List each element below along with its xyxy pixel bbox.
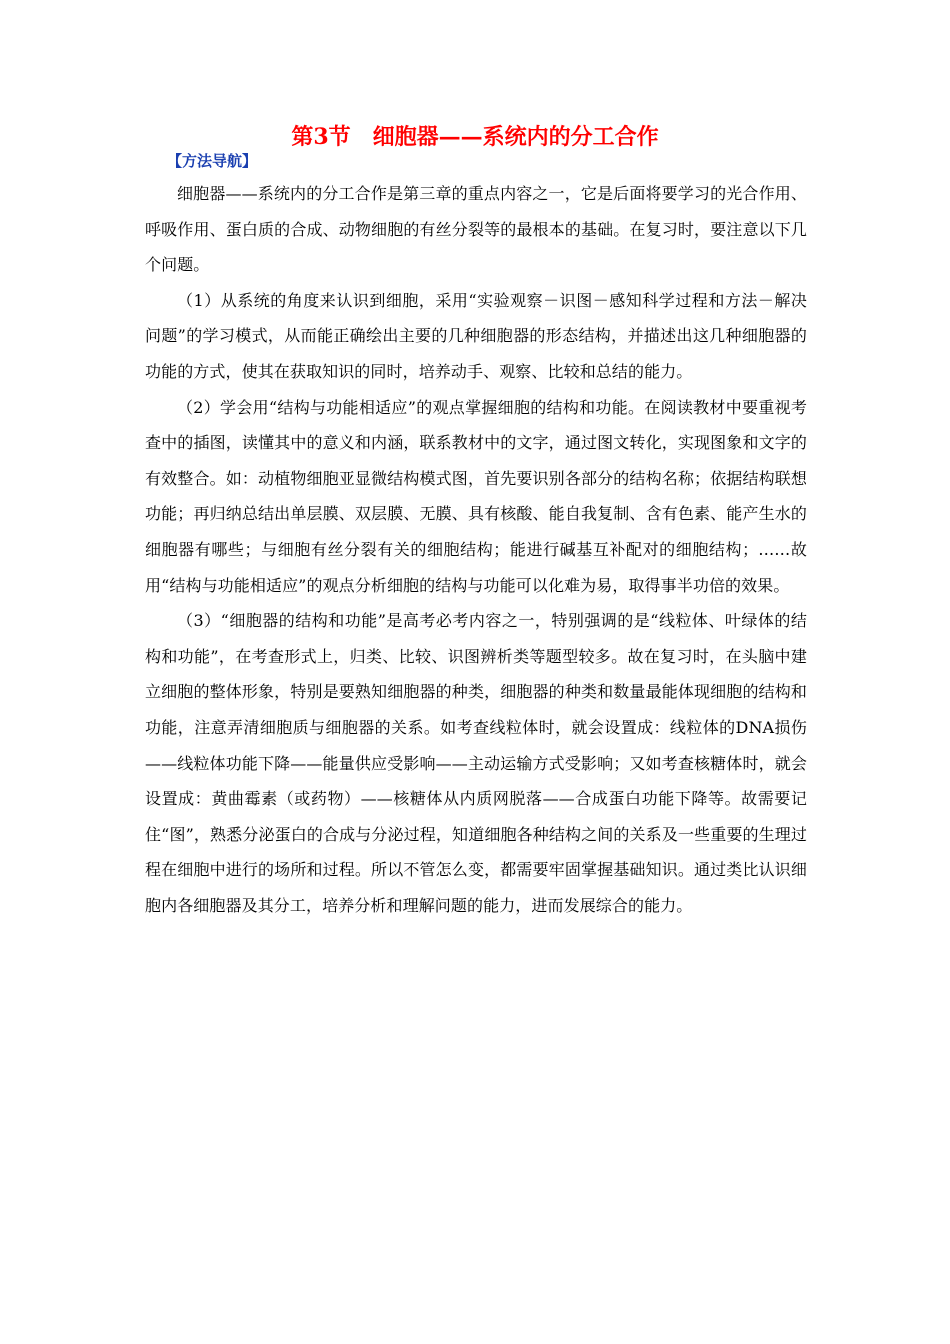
paragraph-point-1: （1）从系统的角度来认识到细胞，采用“实验观察－识图－感知科学过程和方法－解决问题”的学习模式，从而能正确绘出主要的几种细胞器的形态结构，并描述出这几种细胞器的功能的方式，使其在获取知识的同时，培养动手、观察、比较和总结的能力。	[145, 290, 807, 381]
body-text	[145, 176, 807, 923]
page-title: 第3节 细胞器——系统内的分工合作	[291, 124, 659, 150]
section-label-method-guide: 【方法导航】	[167, 152, 258, 170]
paragraph-point-2: （2）学会用“结构与功能相适应”的观点掌握细胞的结构和功能。在阅读教材中要重视考查中的插图，读懂其中的意义和内涵，联系教材中的文字，通过图文转化，实现图象和文字的有效整合。如：动植物细胞亚显微结构模式图，首先要识别各部分的结构名称；依据结构联想功能；再归纳总结出单层膜、双层膜、无膜、具有核酸、能自我复制、含有色素、能产生水的细胞器有哪些；与细胞有丝分裂有关的细胞结构；能进行碱基互补配对的细胞结构；……故用“结构与功能相适应”的观点分析细胞的结构与功能可以化难为易，取得事半功倍的效果。	[145, 397, 807, 595]
paragraph-intro: 细胞器——系统内的分工合作是第三章的重点内容之一，它是后面将要学习的光合作用、呼吸作用、蛋白质的合成、动物细胞的有丝分裂等的最根本的基础。在复习时，要注意以下几个问题。	[145, 184, 807, 275]
paragraph-point-3: （3）“细胞器的结构和功能”是高考必考内容之一，特别强调的是“线粒体、叶绿体的结构和功能”，在考查形式上，归类、比较、识图辨析类等题型较多。故在复习时，在头脑中建立细胞的整体形象，特别是要熟知细胞器的种类，细胞器的种类和数量最能体现细胞的结构和功能，注意弄清细胞质与细胞器的关系。如考查线粒体时，就会设置成：线粒体的DNA损伤——线粒体功能下降——能量供应受影响——主动运输方式受影响；又如考查核糖体时，就会设置成：黄曲霉素（或药物）——核糖体从内质网脱落——合成蛋白功能下降等。故需要记住“图”，熟悉分泌蛋白的合成与分泌过程，知道细胞各种结构之间的关系及一些重要的生理过程在细胞中进行的场所和过程。所以不管怎么变，都需要牢固掌握基础知识。通过类比认识细胞内各细胞器及其分工，培养分析和理解问题的能力，进而发展综合的能力。	[145, 611, 807, 915]
